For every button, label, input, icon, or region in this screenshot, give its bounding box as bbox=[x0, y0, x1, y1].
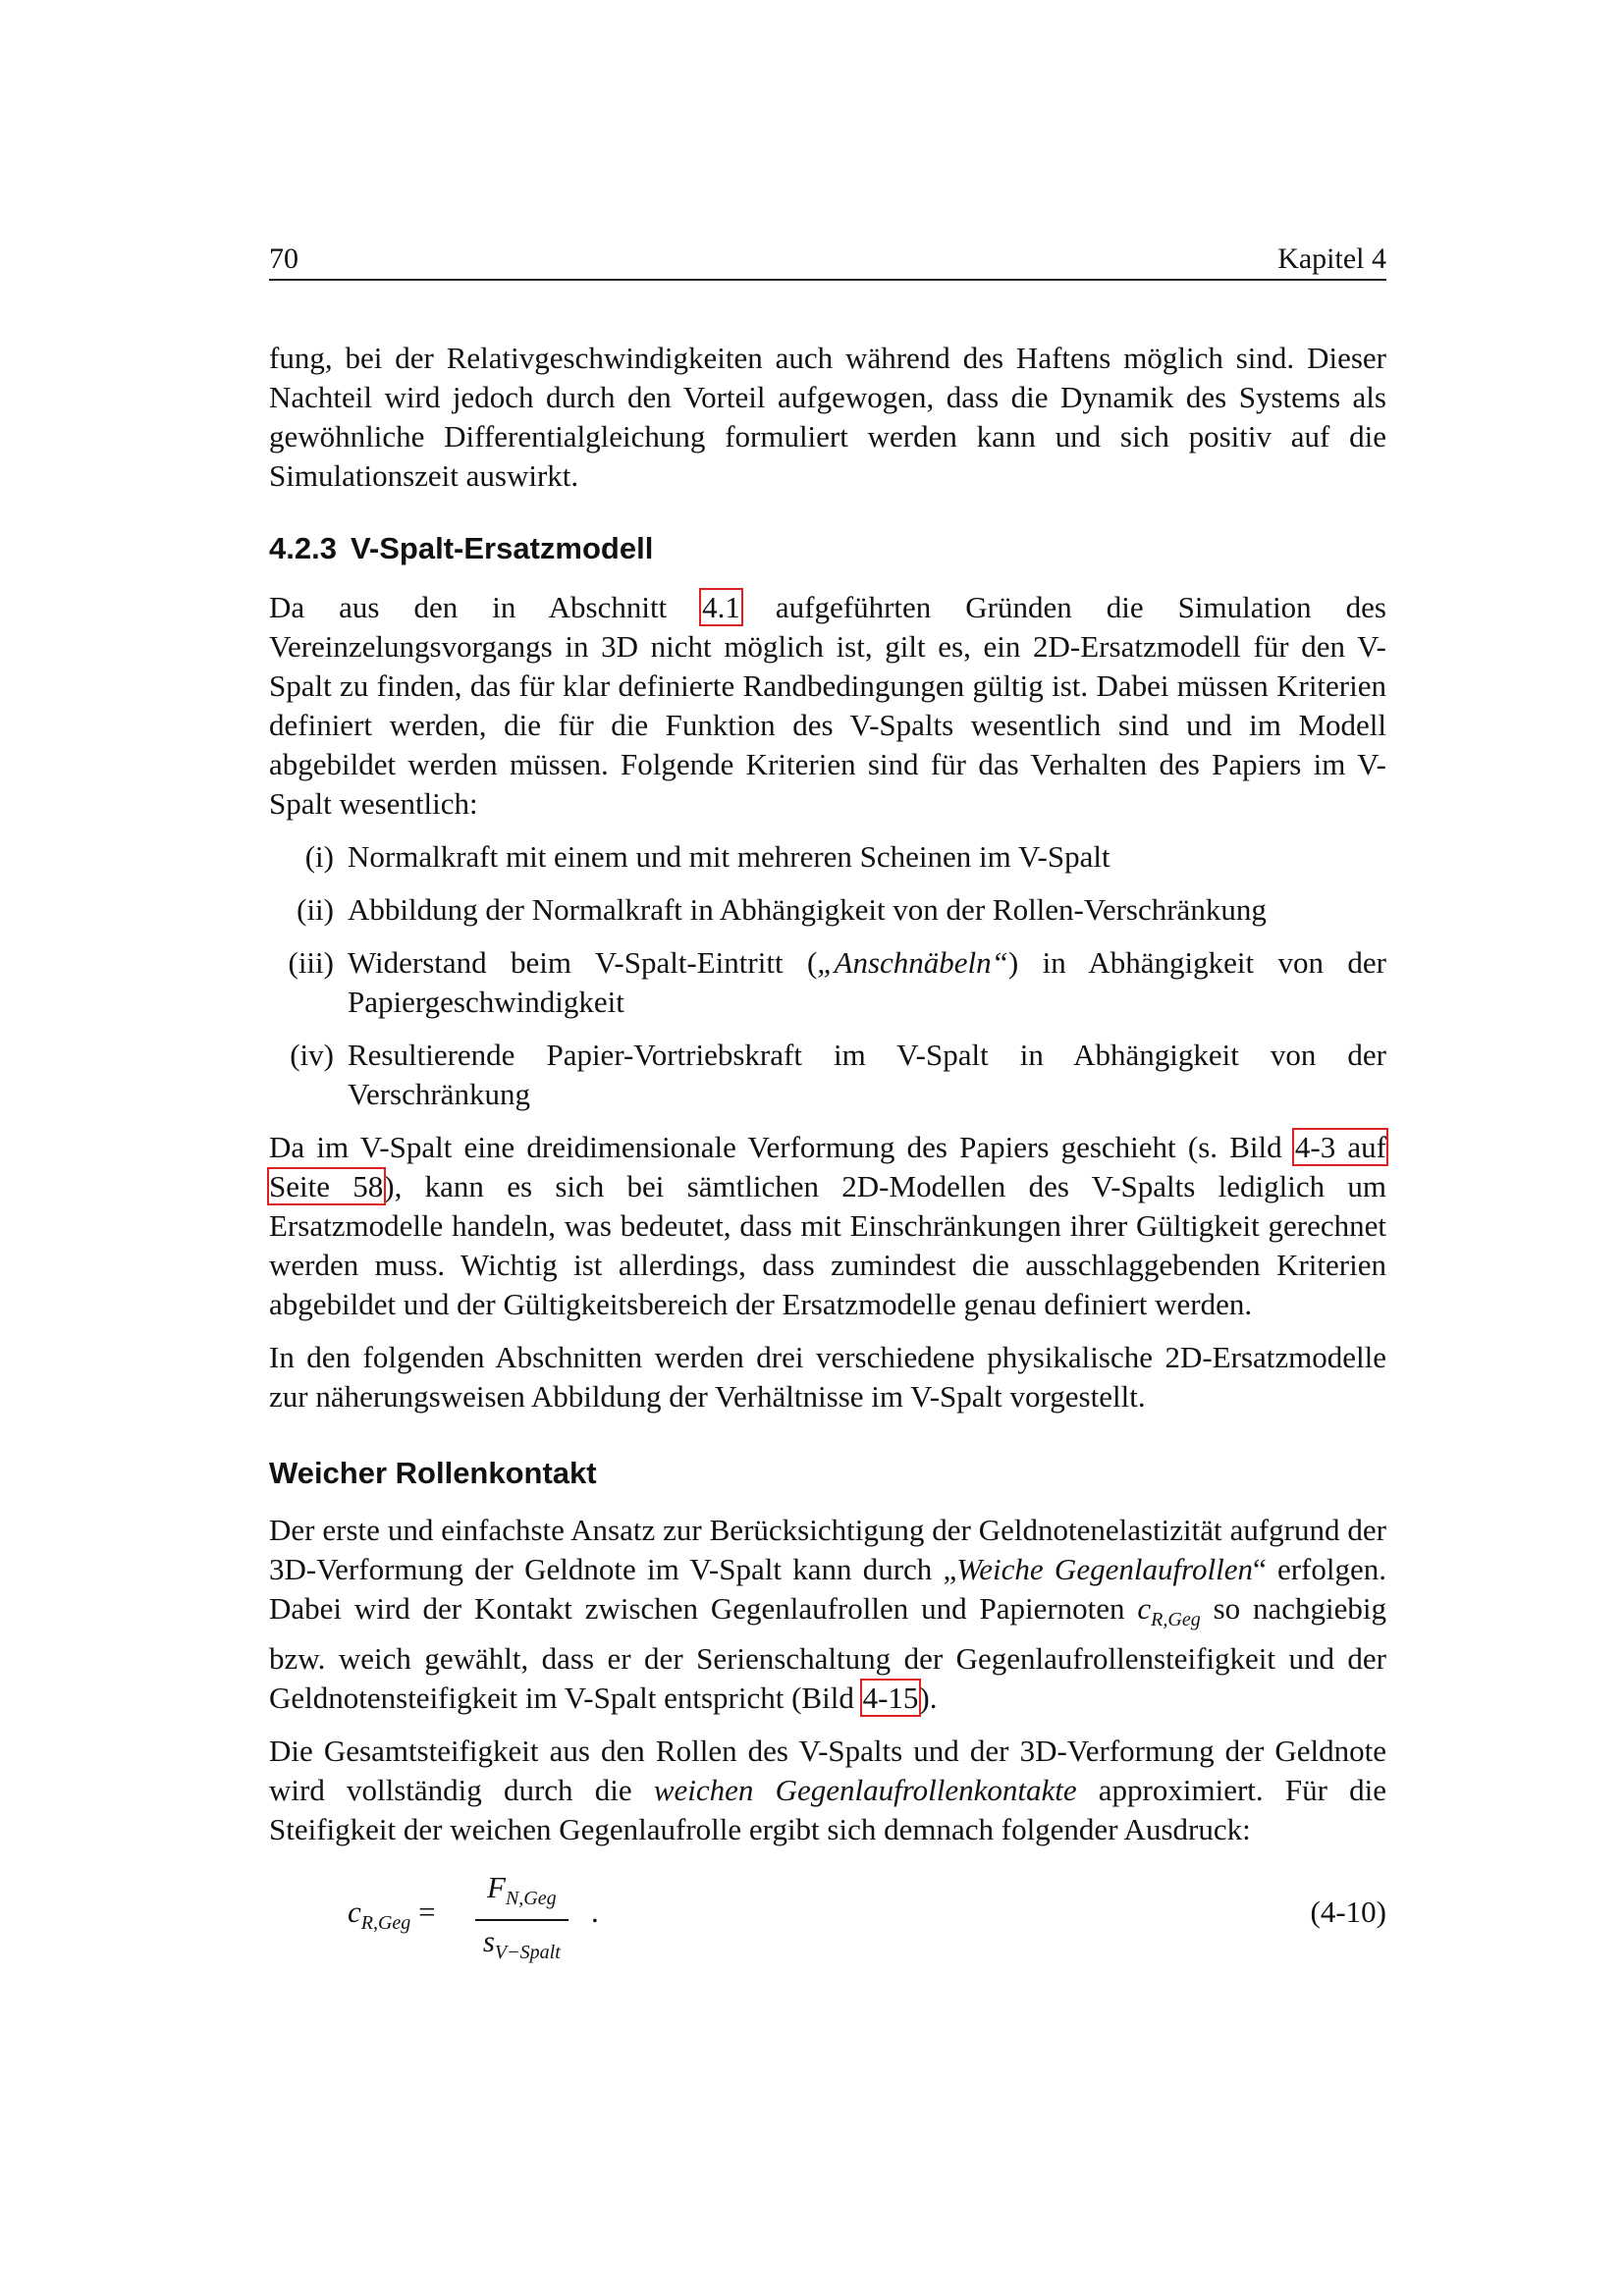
section-title: V-Spalt-Ersatzmodell bbox=[350, 531, 654, 565]
section-heading bbox=[269, 529, 1386, 568]
cross-reference-link[interactable]: 4-3 auf Seite 58 bbox=[269, 1130, 1387, 1203]
chapter-title: Kapitel 4 bbox=[1277, 242, 1386, 275]
math-subscript: R,Geg bbox=[360, 1912, 411, 1935]
page-number: 70 bbox=[269, 242, 298, 275]
math-var: c bbox=[348, 1895, 361, 1930]
list-label: (iv) bbox=[290, 1038, 334, 1072]
math-symbol bbox=[1137, 1591, 1201, 1631]
equation-number: (4-10) bbox=[1310, 1895, 1386, 1930]
text-span: Da im V-Spalt eine dreidimensionale Verformung des Papiers geschieht (s. Bild bbox=[269, 1130, 1294, 1164]
fraction-denominator bbox=[475, 1921, 568, 1971]
subsection-heading: Weicher Rollenkontakt bbox=[269, 1456, 597, 1490]
text-span: ). bbox=[919, 1681, 938, 1716]
list-text-emphasis: „Anschnäbeln“ bbox=[817, 945, 1008, 980]
list-label: (i) bbox=[304, 839, 334, 874]
math-subscript: N,Geg bbox=[505, 1888, 557, 1910]
cross-reference-link[interactable]: 4-15 bbox=[862, 1681, 919, 1716]
list-item bbox=[269, 1036, 1386, 1114]
equation-4-10 bbox=[269, 1869, 1386, 1963]
paragraph-4 bbox=[269, 1511, 1386, 1718]
list-label: (ii) bbox=[297, 892, 334, 927]
math-var: F bbox=[487, 1870, 506, 1905]
emphasis-text: weichen Gegenlaufrollenkontakte bbox=[653, 1773, 1077, 1808]
text-span: Der erste und einfachste Ansatz zur Berücksichtigung der Geldnotenelastizität aufgrund der 3D-Verformung der Geldnote im V-Spalt kann durch „ bbox=[269, 1513, 1386, 1586]
paragraph-1 bbox=[269, 588, 1386, 824]
fraction-numerator bbox=[475, 1869, 568, 1921]
list-text: Widerstand beim V-Spalt-Eintritt ( bbox=[348, 945, 818, 980]
running-header bbox=[269, 240, 1386, 281]
math-var: c bbox=[1137, 1591, 1152, 1626]
emphasis-text: Weiche Gegenlaufrollen bbox=[956, 1552, 1253, 1586]
list-item bbox=[269, 943, 1386, 1022]
math-subscript: R,Geg bbox=[1151, 1609, 1201, 1631]
paragraph-2 bbox=[269, 1128, 1386, 1324]
list-text: Abbildung der Normalkraft in Abhängigkeit von der Rollen-Verschränkung bbox=[348, 892, 1267, 927]
list-text: Normalkraft mit einem und mit mehreren Scheinen im V-Spalt bbox=[348, 839, 1110, 874]
body-text bbox=[269, 339, 1386, 1963]
criteria-list bbox=[269, 837, 1386, 1114]
list-text: ) in Abhängigkeit von der Papiergeschwindigkeit bbox=[348, 945, 1386, 1019]
math-var: s bbox=[482, 1924, 495, 1959]
paragraph-5 bbox=[269, 1732, 1386, 1849]
list-text: Resultierende Papier-Vortriebskraft im V-Spalt in Abhängigkeit von der Verschränkung bbox=[348, 1038, 1386, 1111]
equation-period: . bbox=[591, 1895, 599, 1930]
math-subscript: V−Spalt bbox=[494, 1942, 561, 1964]
cross-reference-link[interactable]: 4.1 bbox=[702, 590, 740, 624]
equation-lhs bbox=[348, 1893, 436, 1943]
text-span: “ erfolgen. Dabei wird der Kontakt zwischen Gegenlaufrollen und Papiernoten bbox=[269, 1552, 1387, 1626]
equals-sign: = bbox=[418, 1895, 436, 1930]
text-span: aufgeführten Gründen die Simulation des Vereinzelungsvorgangs in 3D nicht möglich ist, gilt es, ein 2D-Ersatzmodell für den V-Spalt zu finden, das für klar definierte Randbedingungen gültig ist. Dabei müssen Kriterien definiert werden, die für die Funktion des V-Spalts wesentlich sind und im Modell abgebildet werden müssen. Folgende Kriterien sind für das Verhalten des Papiers im V-Spalt wesentlich: bbox=[269, 590, 1386, 821]
list-label: (iii) bbox=[288, 945, 334, 980]
paragraph-3: In den folgenden Abschnitten werden drei verschiedene physikalische 2D-Ersatzmodelle zur näherungsweisen Abbildung der Verhältnisse im V-Spalt vorgestellt. bbox=[269, 1340, 1386, 1414]
text-span: ), kann es sich bei sämtlichen 2D-Modellen des V-Spalts lediglich um Ersatzmodelle handeln, was bedeutet, dass mit Einschränkungen ihrer Gültigkeit gerechnet werden muss. Wichtig ist allerdings, dass zumindest die ausschlaggebenden Kriterien abgebildet und der Gültigkeitsbereich der Ersatzmodelle genau definiert werden. bbox=[269, 1169, 1386, 1321]
equation-fraction bbox=[475, 1869, 568, 1971]
text-span: Da aus den in Abschnitt bbox=[269, 590, 702, 624]
paragraph-intro: fung, bei der Relativgeschwindigkeiten auch während des Haftens möglich sind. Dieser Nachteil wird jedoch durch den Vorteil aufgewogen, dass die Dynamik des Systems als gewöhnliche Differentialgleichung formuliert werden kann und sich positiv auf die Simulationszeit auswirkt. bbox=[269, 341, 1386, 493]
list-item bbox=[269, 837, 1386, 877]
text-span: Die Gesamtsteifigkeit aus den Rollen des V-Spalts und der 3D-Verformung der Geldnote wird vollständig durch die bbox=[269, 1734, 1386, 1808]
text-span: so nachgiebig bzw. weich gewählt, dass er der Serienschaltung der Gegenlaufrollensteifigkeit und der Geldnotensteifigkeit im V-Spalt entspricht (Bild bbox=[269, 1591, 1386, 1716]
text-span: approximiert. Für die Steifigkeit der weichen Gegenlaufrolle ergibt sich demnach folgender Ausdruck: bbox=[269, 1773, 1386, 1847]
list-item bbox=[269, 890, 1386, 930]
section-number: 4.2.3 bbox=[269, 531, 337, 565]
